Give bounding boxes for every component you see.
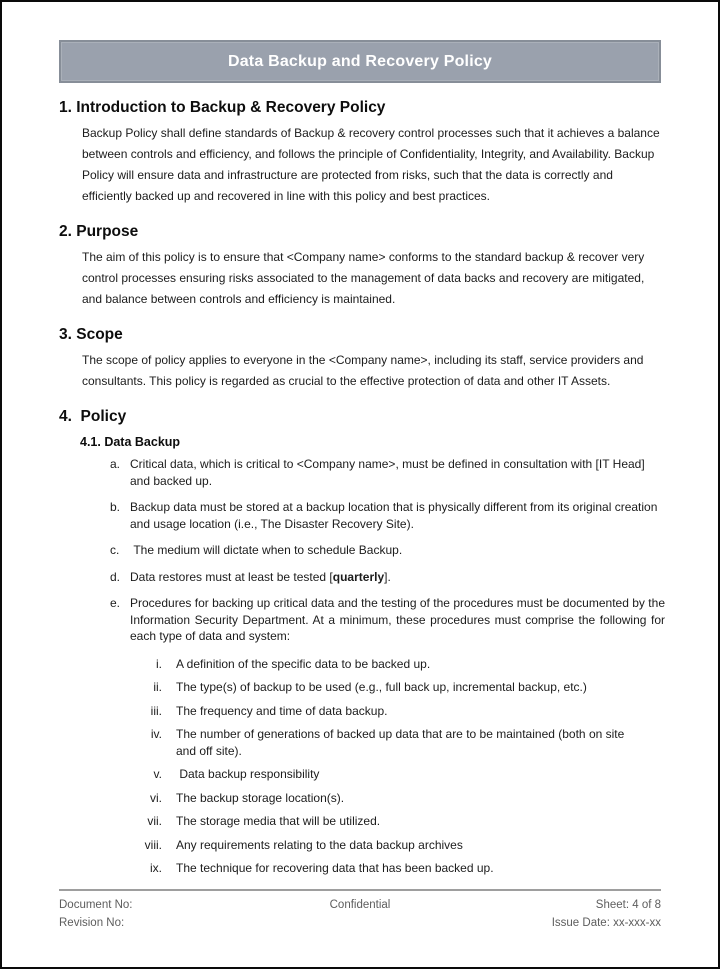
list-item-text: The number of generations of backed up data that are to be maintained (both on site and off site). bbox=[176, 727, 628, 758]
list-item bbox=[130, 813, 642, 830]
footer-left bbox=[59, 896, 260, 932]
sheet-number: Sheet: 4 of 8 bbox=[595, 899, 661, 911]
confidential-label: Confidential bbox=[329, 899, 391, 911]
page-footer bbox=[59, 889, 661, 932]
subsection-heading-data-backup: 4.1. Data Backup bbox=[80, 435, 181, 449]
list-item-marker: e. bbox=[110, 596, 121, 610]
list-item bbox=[130, 656, 642, 673]
list-item bbox=[110, 569, 665, 586]
list-item bbox=[110, 542, 665, 559]
list-item-marker: ix. bbox=[150, 861, 162, 875]
page-content bbox=[2, 40, 718, 877]
section-body-purpose: The aim of this policy is to ensure that <Company name> conforms to the standard backup & recover very control processes ensuring risks associated to the management of data backs and recovery are mitigated, and balance between controls and efficiency is maintained. bbox=[82, 250, 645, 306]
list-item bbox=[110, 456, 665, 489]
list-item-text-suffix: ]. bbox=[384, 569, 391, 584]
revision-no-label: Revision No: bbox=[59, 917, 125, 929]
list-item-marker: iii. bbox=[150, 703, 162, 718]
list-item-text: Backup data must be stored at a backup location that is physically different from its original creation and usage location (i.e., The Disaster Recovery Site). bbox=[130, 500, 661, 531]
list-item-text: The backup storage location(s). bbox=[176, 790, 345, 805]
section-heading-introduction: 1. Introduction to Backup & Recovery Policy bbox=[59, 99, 386, 116]
list-item-text: The type(s) of backup to be used (e.g., full back up, incremental backup, etc.) bbox=[176, 680, 587, 694]
list-item bbox=[130, 726, 642, 759]
list-item bbox=[130, 766, 642, 783]
list-item-text: Data backup responsibility bbox=[176, 767, 320, 781]
list-item-text-bold: quarterly bbox=[332, 569, 385, 584]
document-no-label: Document No: bbox=[59, 899, 133, 911]
footer-center bbox=[260, 896, 461, 932]
list-item-marker: iv. bbox=[150, 727, 162, 741]
policy-letter-list bbox=[110, 456, 669, 645]
list-item bbox=[130, 790, 642, 807]
list-item-marker: v. bbox=[153, 767, 162, 781]
list-item bbox=[130, 679, 642, 696]
section-heading-policy: 4. Policy bbox=[59, 408, 127, 425]
policy-roman-list bbox=[130, 656, 642, 877]
list-item-text: A definition of the specific data to be backed up. bbox=[176, 656, 431, 671]
list-item bbox=[130, 837, 642, 854]
list-item bbox=[110, 595, 669, 645]
list-item-text: The storage media that will be utilized. bbox=[176, 814, 381, 828]
footer-right bbox=[460, 896, 661, 932]
list-item-text: The medium will dictate when to schedule Backup. bbox=[130, 543, 403, 557]
list-item bbox=[110, 499, 665, 532]
issue-date: Issue Date: xx-xxx-xx bbox=[551, 917, 661, 929]
list-item-marker: i. bbox=[156, 656, 162, 671]
list-item-text bbox=[130, 569, 665, 586]
section-body-scope: The scope of policy applies to everyone in the <Company name>, including its staff, service providers and consultants. This policy is regarded as crucial to the effective protection of data and other IT Assets. bbox=[82, 353, 644, 388]
list-item bbox=[130, 703, 642, 720]
list-item-text: Critical data, which is critical to <Company name>, must be defined in consultation with [IT Head] and backed up. bbox=[130, 457, 649, 488]
list-item-text-prefix: Data restores must at least be tested [ bbox=[130, 569, 333, 584]
list-item-text: Procedures for backing up critical data and the testing of the procedures must be documented by the Information Security Department. At a minimum, these procedures must comprise the following for each type of data and system: bbox=[130, 596, 669, 643]
list-item-marker: vii. bbox=[147, 814, 162, 828]
section-heading-purpose: 2. Purpose bbox=[59, 223, 139, 240]
document-title: Data Backup and Recovery Policy bbox=[227, 52, 493, 70]
section-body-introduction: Backup Policy shall define standards of Backup & recovery control processes such that it achieves a balance between controls and efficiency, and follows the principle of Confidentiality, Integrity, and Availability. Backup Policy will ensure data and infrastructure are protected from risks, such that the data is correctly and efficiently backed up and recovered in line with this policy and best practices. bbox=[82, 126, 660, 203]
list-item-marker: ii. bbox=[153, 680, 162, 694]
list-item-marker: viii. bbox=[144, 837, 162, 852]
list-item-text: The technique for recovering data that has been backed up. bbox=[176, 861, 494, 875]
list-item-marker: b. bbox=[110, 500, 121, 514]
list-item-marker: d. bbox=[110, 569, 121, 584]
list-item-text: Any requirements relating to the data backup archives bbox=[176, 837, 463, 852]
list-item-text: The frequency and time of data backup. bbox=[176, 703, 388, 718]
list-item-marker: c. bbox=[110, 543, 120, 557]
list-item bbox=[130, 860, 642, 877]
section-heading-scope: 3. Scope bbox=[59, 326, 123, 343]
list-item-marker: vi. bbox=[150, 790, 162, 805]
list-item-marker: a. bbox=[110, 457, 121, 471]
title-banner bbox=[59, 40, 661, 83]
